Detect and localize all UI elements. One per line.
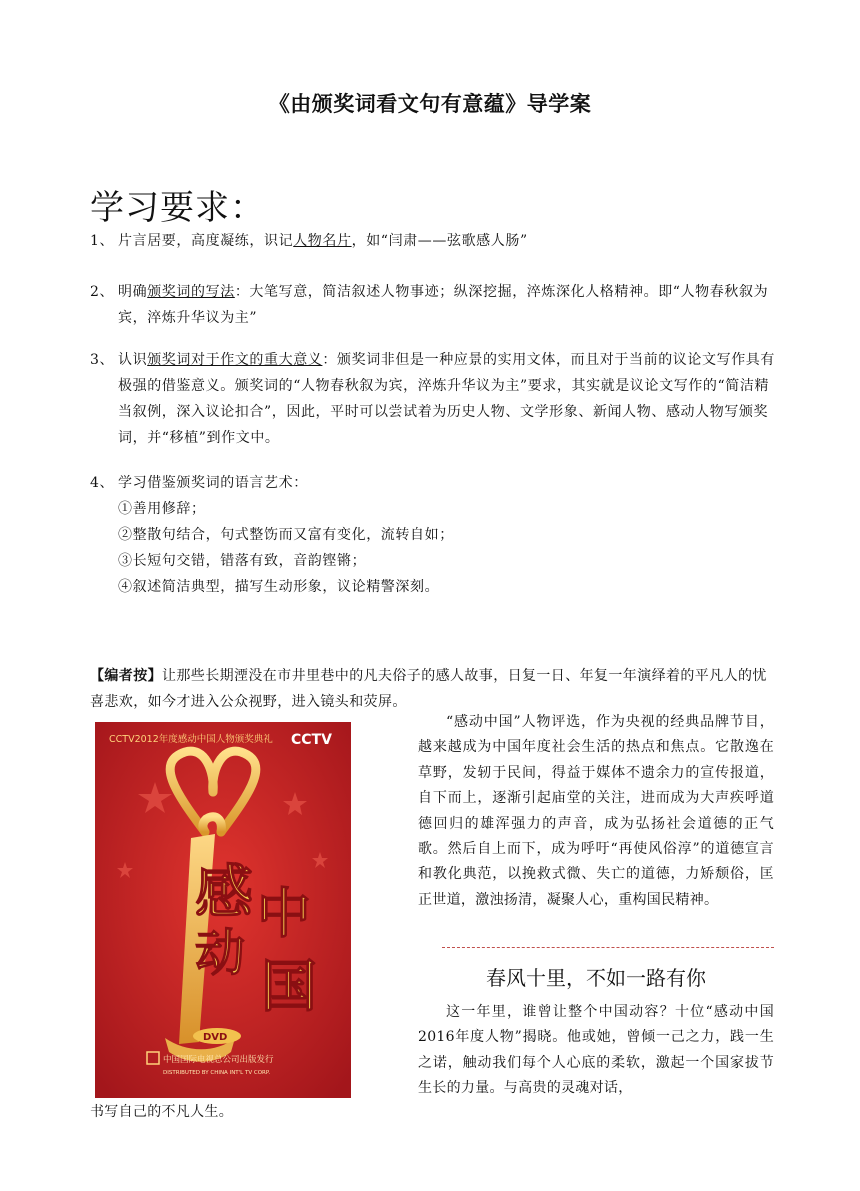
list-item: ②整散句结合，句式整饬而又富有变化，流转自如； [118,527,454,543]
cover-char: 感 [195,858,254,926]
list-item: ①善用修辞； [118,501,206,517]
requirement-number: 3、 [90,352,115,368]
requirement-text-after: ：大笔写意，简洁叙述人物事迹；纵深挖掘，淬炼深化人格精神。即“人物春秋叙为宾，淬炼升华议为主” [118,284,769,326]
body-paragraph: 这一年里，谁曾让整个中国动容？十位“感动中国2016年度人物”揭晓。他或她，曾倾一己之力，践一生之诺，触动我们每个人心底的柔软，激起一个国家拔节生长的力量。与高贵的灵魂对话， [418,1004,774,1097]
cover-banner: CCTV2012年度感动中国人物颁奖典礼 [109,734,273,745]
language-art-list [118,496,454,600]
cctv-logo: CCTV [291,732,332,748]
requirement-body [90,470,780,496]
requirement-text-after: ，如“闫肃——弦歌感人肠” [351,233,528,249]
requirement-text: 学习借鉴颁奖词的语言艺术： [118,475,308,491]
requirement-text: 认识 [118,352,148,368]
intro-paragraph: “感动中国”人物评选，作为央视的经典品牌节目，越来越成为中国年度社会生活的热点和焦点。它散逸在草野，发轫于民间，得益于媒体不遗余力的宣传报道，自下而上，逐渐引起庙堂的关注，进而成为大声疾呼道德回归的雄浑强力的声音，成为弘扬社会道德的正气歌。然后自上而下，成为呼吁“再使风俗淳”的道德宣言和教化典范，以挽救式微、失亡的道德，力矫颓俗，匡正世道，激浊扬清，凝聚人心，重构国民精神。 [418,714,774,908]
requirement-lead: 颁奖词对于作文的重大意义 [147,352,323,368]
dashed-divider [442,947,774,948]
requirement-number: 1、 [90,233,115,249]
cover-char: 动 [195,924,245,982]
editor-note [90,663,780,715]
requirement-4 [90,470,780,496]
requirement-text-after: ：颁奖词非但是一种应景的实用文体，而且对于当前的议论文写作具有极强的借鉴意义。颁奖词的“人物春秋叙为宾，淬炼升华议为主”要求，其实就是议论文写作的“简洁精当叙例，深入议论扣合”，因此，平时可以尝试着为历史人物、文学形象、新闻人物、感动人物写颁奖词，并“移植”到作文中。 [118,352,776,446]
cover-char: 国 [261,955,317,1020]
requirement-3 [90,347,780,451]
cover-char: 中 [257,882,311,945]
editor-note-text: 让那些长期湮没在市井里巷中的凡夫俗子的感人故事，日复一日、年复一年演绎着的平凡人的忧喜悲欢，如今才进入公众视野，进入镜头和荧屏。 [90,668,767,710]
dvd-cover-image [95,722,351,1098]
editor-note-tag: 【编者按】 [90,668,162,684]
requirement-body [90,228,780,254]
dvd-label: DVD [203,1032,228,1043]
requirement-body [90,279,780,331]
publisher-cn: 中国国际电视总公司出版发行 [163,1055,274,1065]
page-title: 《由颁奖词看文句有意蕴》导学案 [268,92,592,116]
publisher-en: DISTRIBUTED BY CHINA INT'L TV CORP. [163,1070,271,1076]
requirement-text: 明确 [118,284,148,300]
requirement-1 [90,228,780,254]
requirement-number: 4、 [90,475,115,491]
list-item: ④叙述简洁典型，描写生动形象，议论精警深刻。 [118,579,440,595]
section-subheading: 春风十里，不如一路有你 [486,966,706,990]
requirement-number: 2、 [90,284,115,300]
body-paragraph-tail: 书写自己的不凡人生。 [90,1104,233,1120]
requirement-2 [90,279,780,331]
list-item: ③长短句交错，错落有致，音韵铿锵； [118,553,367,569]
requirement-body [90,347,780,451]
requirement-lead: 人物名片 [293,233,352,249]
section-heading: 学习要求： [90,188,265,228]
requirement-text: 片言居要，高度凝练，识记 [118,233,294,249]
requirement-lead: 颁奖词的写法 [147,284,235,300]
